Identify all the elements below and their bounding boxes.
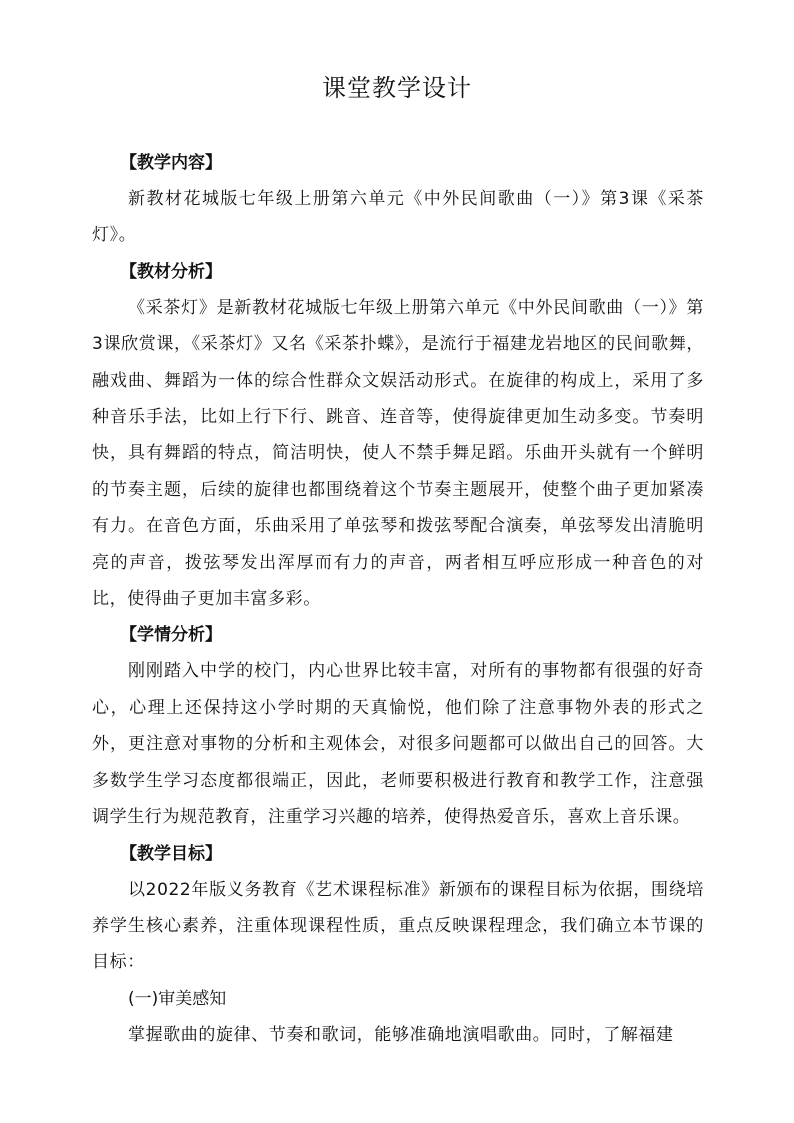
section-heading-teaching-content: 【教学内容】 — [120, 153, 222, 173]
paragraph-material-analysis: 《采茶灯》是新教材花城版七年级上册第六单元《中外民间歌曲（一）》第3课欣赏课，《采茶灯》又名《采茶扑蝶》，是流行于福建龙岩地区的民间歌舞，融戏曲、舞蹈为一体的综合性群众文娱活动形式。在旋律的构成上，采用了多种音乐手法，比如上行下行、跳音、连音等，使得旋律更加生动多变。节奏明快，具有舞蹈的特点，简洁明快，使人不禁手舞足蹈。乐曲开头就有一个鲜明的节奏主题，后续的旋律也都围绕着这个节奏主题展开，使整个曲子更加紧凑有力。在音色方面，乐曲采用了单弦琴和拨弦琴配合演奏，单弦琴发出清脆明亮的声音，拨弦琴发出浑厚而有力的声音，两者相互呼应形成一种音色的对比，使得曲子更加丰富多彩。 — [92, 297, 704, 610]
paragraph-teaching-content: 新教材花城版七年级上册第六单元《中外民间歌曲（一）》第3课《采茶灯》。 — [92, 189, 704, 246]
subheading-aesthetic-perception: (一)审美感知 — [128, 988, 227, 1009]
section-heading-material-analysis: 【教材分析】 — [120, 261, 222, 282]
document-body — [92, 145, 704, 1054]
page-title: 课堂教学设计 — [322, 74, 472, 102]
paragraph-student-analysis: 刚刚踏入中学的校门，内心世界比较丰富，对所有的事物都有很强的好奇心，心理上还保持这小学时期的天真愉悦，他们除了注意事物外表的形式之外，更注意对事物的分析和主观体会，对很多问题都可以做出自己的回答。大多数学生学习态度都很端正，因此，老师要积极进行教育和教学工作，注意强调学生行为规范教育，注重学习兴趣的培养，使得热爱音乐，喜欢上音乐课。 — [92, 661, 704, 828]
paragraph-teaching-goals: 以2022年版义务教育《艺术课程标准》新颁布的课程目标为依据，围绕培养学生核心素养，注重体现课程性质，重点反映课程理念，我们确立本节课的目标： — [92, 879, 704, 973]
section-heading-student-analysis: 【学情分析】 — [120, 625, 222, 646]
paragraph-aesthetic-perception: 掌握歌曲的旋律、节奏和歌词，能够准确地演唱歌曲。同时，了解福建 — [128, 1025, 674, 1046]
section-heading-teaching-goals: 【教学目标】 — [120, 843, 222, 864]
